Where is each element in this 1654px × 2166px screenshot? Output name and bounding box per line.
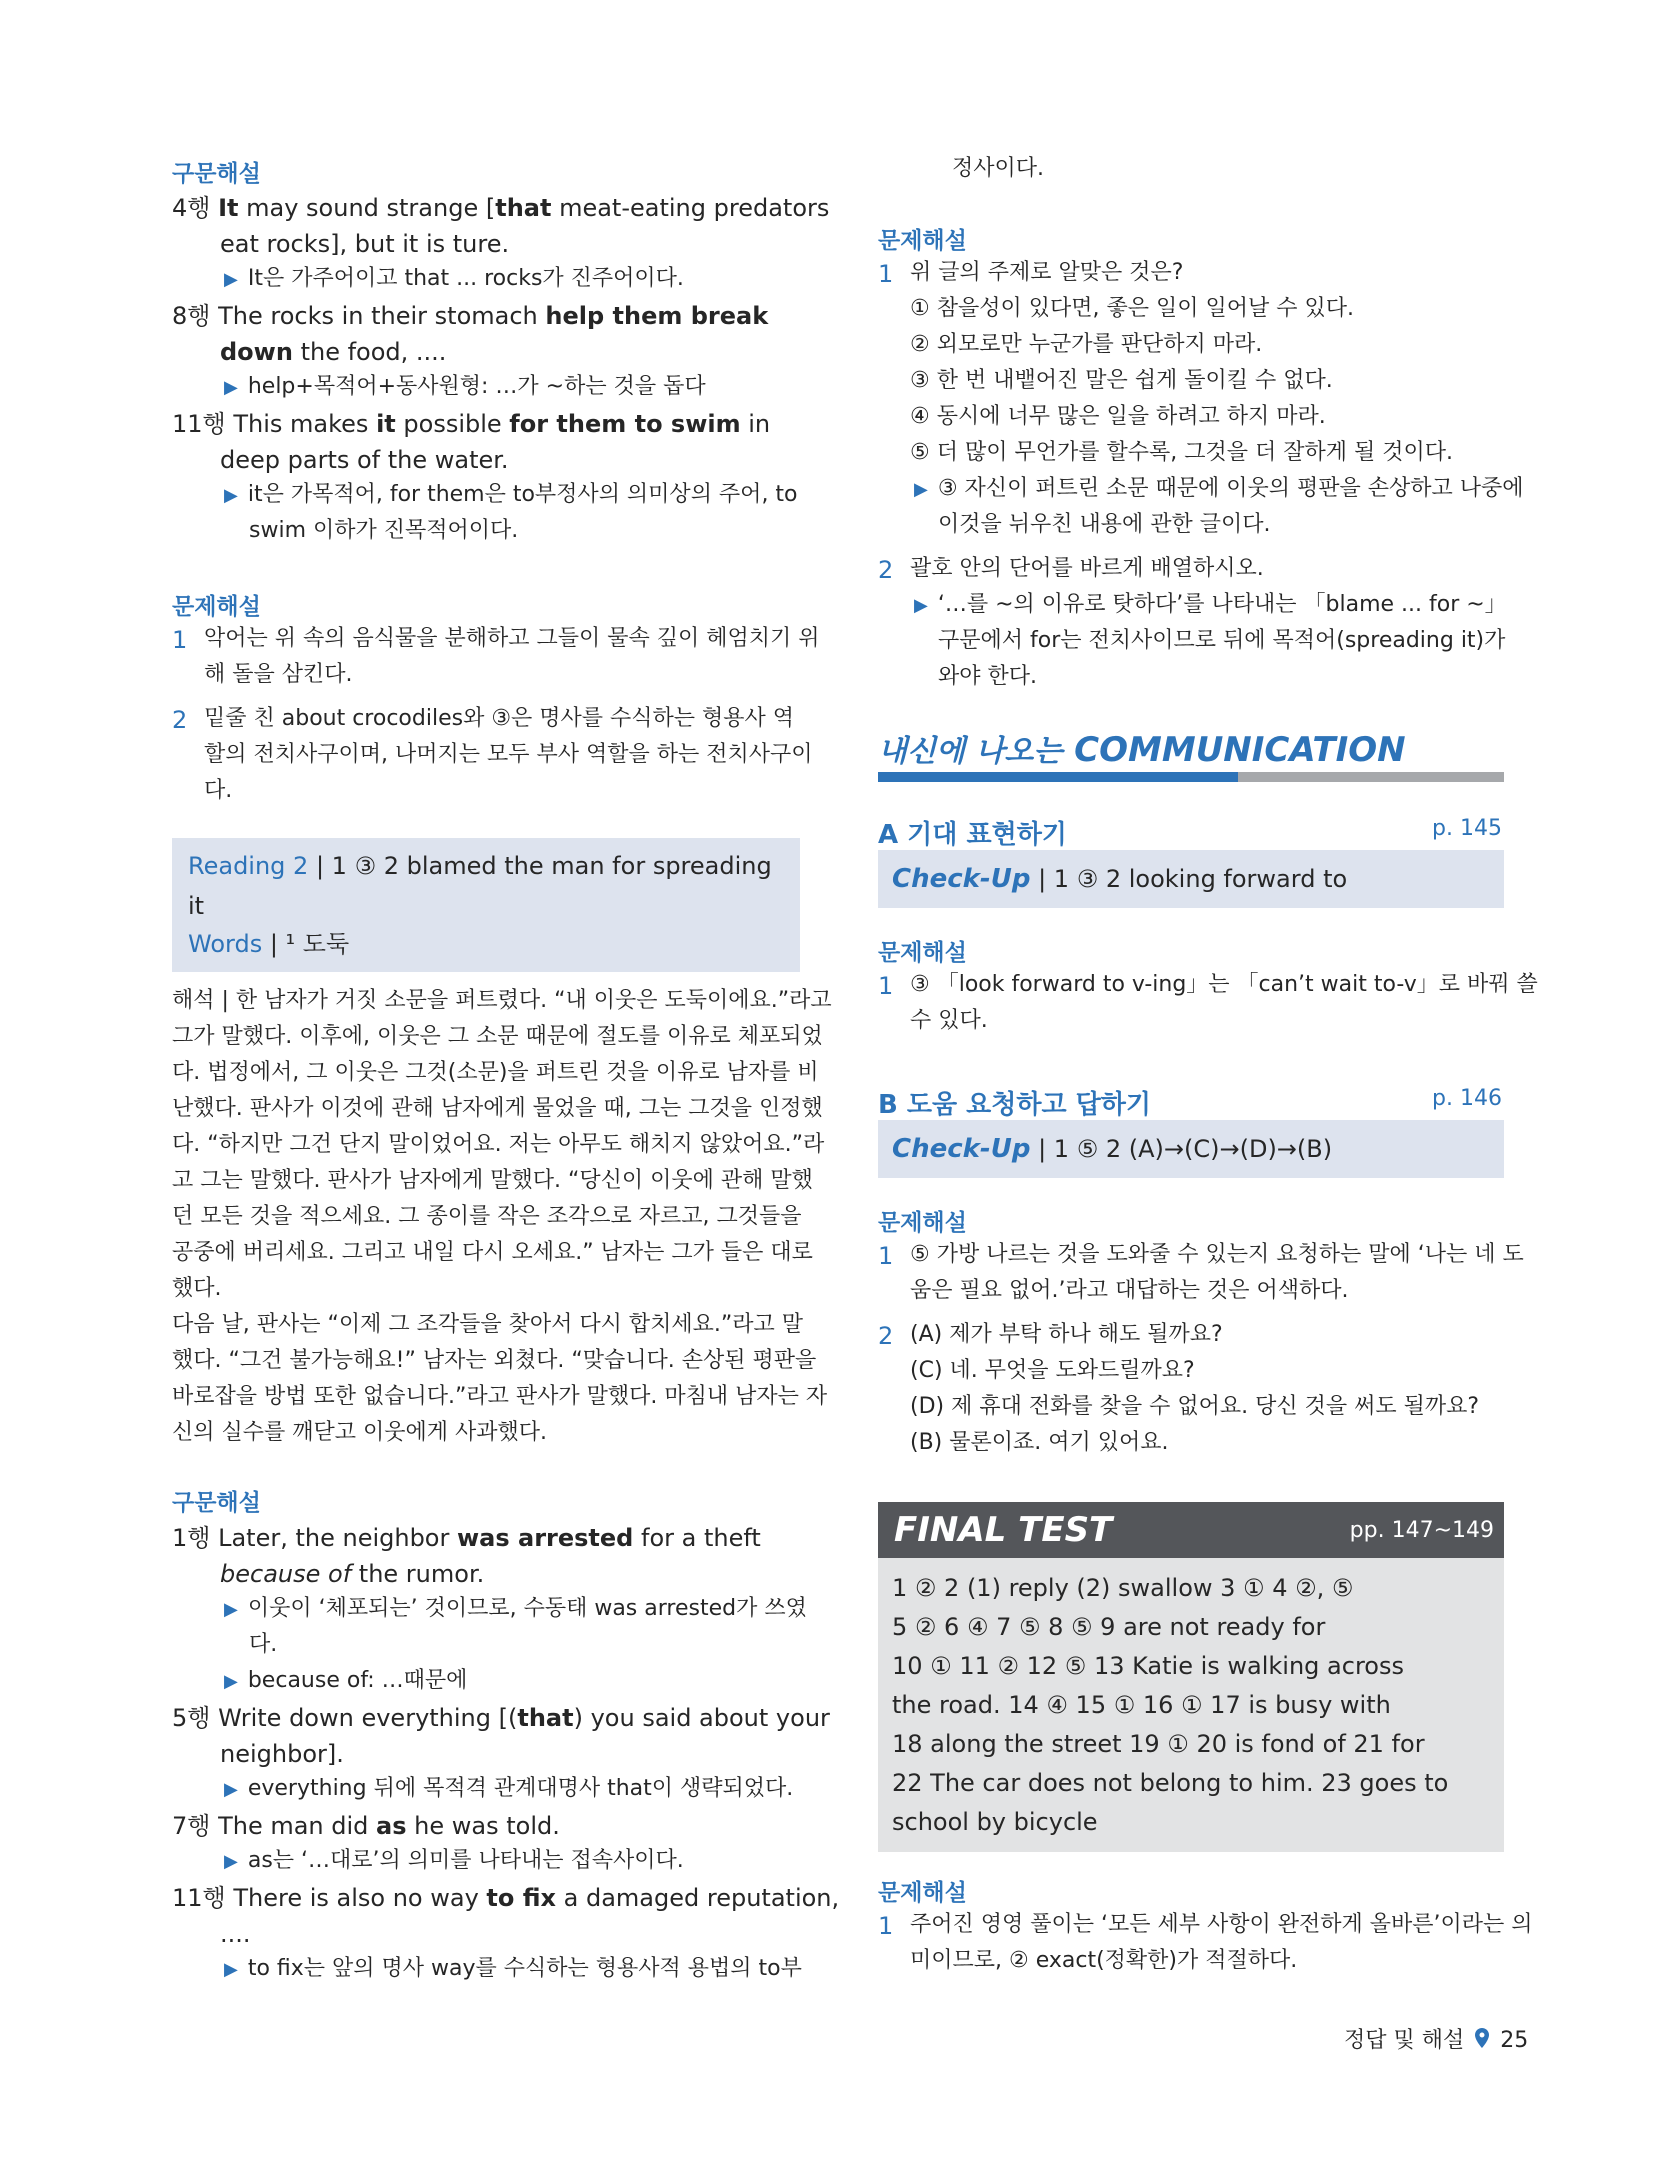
translation-line: 해석 | 한 남자가 거짓 소문을 퍼트렸다. “내 이웃은 도둑이에요.”라고 — [172, 988, 832, 1013]
section-b-page: p. 146 — [1432, 1086, 1502, 1111]
syntax-line: 7행 The man did as he was told. — [172, 1812, 560, 1840]
triangle-bullet-icon: ▶ — [914, 479, 928, 500]
translation-line: 그가 말했다. 이후에, 이웃은 그 소문 때문에 절도를 이유로 체포되었 — [172, 1024, 823, 1049]
dialogue-line: (B) 물론이죠. 여기 있어요. — [910, 1430, 1169, 1455]
final-answer-line: 1 ② 2 (1) reply (2) swallow 3 ① 4 ②, ⑤ — [892, 1574, 1354, 1602]
continuation-text: 정사이다. — [952, 156, 1045, 181]
translation-line: 했다. “그건 불가능해요!” 남자는 외쳤다. “맞습니다. 손상된 평판을 — [172, 1348, 817, 1373]
translation-line: 난했다. 판사가 이것에 관해 남자에게 물었을 때, 그는 그것을 인정했 — [172, 1096, 823, 1121]
syntax-heading-1: 구문해설 — [172, 161, 261, 187]
syntax-line: neighbor]. — [220, 1740, 344, 1768]
banner-underline-blue — [878, 772, 1238, 782]
reading-answer: Reading 2 | 1 ③ 2 blamed the man for spreading — [188, 852, 772, 880]
final-answer-line: 18 along the street 19 ① 20 is fond of 21 for — [892, 1730, 1425, 1758]
problem-line: ⑤ 가방 나르는 것을 도와줄 수 있는지 요청하는 말에 ‘나는 네 도 — [910, 1242, 1524, 1267]
words-answer: Words | ¹ 도둑 — [188, 930, 350, 958]
problem-line: 위 글의 주제로 알맞은 것은? — [910, 260, 1184, 285]
translation-line: 고 그는 말했다. 판사가 남자에게 말했다. “당신이 이웃에 관해 말했 — [172, 1168, 813, 1193]
problem-line: 밑줄 친 about crocodiles와 ③은 명사를 수식하는 형용사 역 — [204, 706, 795, 731]
problems-heading-a: 문제해설 — [878, 940, 967, 966]
translation-line: 다음 날, 판사는 “이제 그 조각들을 찾아서 다시 합치세요.”라고 말 — [172, 1312, 804, 1337]
dialogue-line: (C) 네. 무엇을 도와드릴까요? — [910, 1358, 1195, 1383]
problem-number: 1 — [878, 260, 894, 288]
final-answer-line: the road. 14 ④ 15 ① 16 ① 17 is busy with — [892, 1691, 1391, 1719]
problem-line: 다. — [204, 778, 233, 803]
syntax-line: because of the rumor. — [220, 1560, 485, 1588]
syntax-note: ▶ everything 뒤에 목적격 관계대명사 that이 생략되었다. — [224, 1776, 794, 1801]
problem-number: 1 — [878, 1242, 894, 1270]
problem-line: 움은 필요 없어.’라고 대답하는 것은 어색하다. — [910, 1278, 1349, 1303]
final-test-pages: pp. 147~149 — [1349, 1518, 1494, 1543]
problems-heading-final: 문제해설 — [878, 1880, 967, 1906]
problems-heading-2: 문제해설 — [878, 228, 967, 254]
page-footer — [1344, 2023, 1528, 2054]
problem-number: 2 — [878, 1322, 894, 1350]
syntax-line: 1행 Later, the neighbor was arrested for a theft — [172, 1524, 761, 1552]
triangle-bullet-icon: ▶ — [224, 1851, 238, 1872]
problem-number: 1 — [172, 626, 188, 654]
footer-label: 정답 및 해설 — [1344, 2028, 1465, 2053]
translation-line: 던 모든 것을 적으세요. 그 종이를 작은 조각으로 자르고, 그것들을 — [172, 1204, 802, 1229]
syntax-line: down the food, .... — [220, 338, 447, 366]
syntax-line: 11행 This makes it possible for them to swim in — [172, 410, 771, 438]
translation-line: 다. 법정에서, 그 이웃은 그것(소문)을 퍼트린 것을 이유로 남자를 비 — [172, 1060, 819, 1085]
problem-line: 악어는 위 속의 음식물을 분해하고 그들이 물속 깊이 헤엄치기 위 — [204, 626, 820, 651]
dialogue-line: (A) 제가 부탁 하나 해도 될까요? — [910, 1322, 1223, 1347]
translation-line: 신의 실수를 깨닫고 이웃에게 사과했다. — [172, 1420, 547, 1445]
dialogue-line: (D) 제 휴대 전화를 찾을 수 없어요. 당신 것을 써도 될까요? — [910, 1394, 1480, 1419]
final-answer-line: 22 The car does not belong to him. 23 goes to — [892, 1769, 1449, 1797]
triangle-bullet-icon: ▶ — [914, 595, 928, 616]
syntax-line: 8행 The rocks in their stomach help them break — [172, 302, 769, 330]
problem-line: 해 돌을 삼킨다. — [204, 662, 353, 687]
checkup-answer: Check-Up | 1 ⑤ 2 (A)→(C)→(D)→(B) — [892, 1134, 1333, 1164]
final-answer-line: 10 ① 11 ② 12 ⑤ 13 Katie is walking across — [892, 1652, 1404, 1680]
syntax-note: 다. — [249, 1632, 278, 1657]
choice-5: ⑤ 더 많이 무언가를 할수록, 그것을 더 잘하게 될 것이다. — [910, 440, 1453, 465]
section-a-page: p. 145 — [1432, 816, 1502, 841]
explanation-line: ▶ ③ 자신이 퍼트린 소문 때문에 이웃의 평판을 손상하고 나중에 — [914, 476, 1524, 501]
explanation-line: 구문에서 for는 전치사이므로 뒤에 목적어(spreading it)가 — [938, 628, 1506, 653]
banner-underline-gray — [1238, 772, 1504, 782]
final-test-header — [878, 1502, 1504, 1558]
syntax-note: ▶ help+목적어+동사원형: …가 ~하는 것을 돕다 — [224, 374, 706, 399]
problems-heading-b: 문제해설 — [878, 1210, 967, 1236]
triangle-bullet-icon: ▶ — [224, 269, 238, 290]
problem-line: 주어진 영영 풀이는 ‘모든 세부 사항이 완전하게 올바른’이라는 의 — [910, 1912, 1533, 1937]
syntax-note: swim 이하가 진목적어이다. — [249, 518, 519, 543]
syntax-line: 4행 It may sound strange [that meat-eating predators — [172, 194, 830, 222]
syntax-heading-2: 구문해설 — [172, 1490, 261, 1516]
triangle-bullet-icon: ▶ — [224, 1779, 238, 1800]
explanation-line: ▶ ‘…를 ~의 이유로 탓하다’를 나타내는 「blame ... for ~」 — [914, 592, 1507, 617]
final-test-title: FINAL TEST — [894, 1510, 1113, 1550]
syntax-note: ▶ It은 가주어이고 that ... rocks가 진주어이다. — [224, 266, 684, 291]
choice-1: ① 참을성이 있다면, 좋은 일이 일어날 수 있다. — [910, 296, 1354, 321]
choice-3: ③ 한 번 내뱉어진 말은 쉽게 돌이킬 수 없다. — [910, 368, 1333, 393]
triangle-bullet-icon: ▶ — [224, 377, 238, 398]
translation-line: 공중에 버리세요. 그리고 내일 다시 오세요.” 남자는 그가 들은 대로 — [172, 1240, 813, 1265]
syntax-line: .... — [220, 1920, 251, 1948]
triangle-bullet-icon: ▶ — [224, 1599, 238, 1620]
checkup-box-a — [878, 850, 1504, 908]
communication-banner-title: 내신에 나오는 COMMUNICATION — [878, 730, 1406, 770]
triangle-bullet-icon: ▶ — [224, 1671, 238, 1692]
problem-line: 괄호 안의 단어를 바르게 배열하시오. — [910, 556, 1264, 581]
syntax-note: ▶ because of: …때문에 — [224, 1668, 468, 1693]
syntax-note: ▶ 이웃이 ‘체포되는’ 것이므로, 수동태 was arrested가 쓰였 — [224, 1596, 807, 1621]
page-number: 25 — [1500, 2028, 1529, 2053]
section-b-title: B 도움 요청하고 답하기 — [878, 1090, 1152, 1120]
location-pin-icon — [1475, 2028, 1489, 2054]
checkup-answer: Check-Up | 1 ③ 2 looking forward to — [892, 864, 1348, 894]
answer-box — [172, 838, 800, 972]
choice-4: ④ 동시에 너무 많은 일을 하려고 하지 마라. — [910, 404, 1326, 429]
syntax-line: 11행 There is also no way to fix a damaged reputation, — [172, 1884, 840, 1912]
problem-number: 2 — [878, 556, 894, 584]
syntax-note: ▶ it은 가목적어, for them은 to부정사의 의미상의 주어, to — [224, 482, 798, 507]
problem-line: 수 있다. — [910, 1008, 988, 1033]
choice-2: ② 외모로만 누군가를 판단하지 마라. — [910, 332, 1263, 357]
final-test-answers — [878, 1558, 1504, 1852]
explanation-line: 와야 한다. — [938, 664, 1037, 689]
problem-line: ③ 「look forward to v-ing」는 「can’t wait to-v」로 바꿔 쓸 — [910, 972, 1538, 997]
problem-line: 할의 전치사구이며, 나머지는 모두 부사 역할을 하는 전치사구이 — [204, 742, 813, 767]
final-answer-line: 5 ② 6 ④ 7 ⑤ 8 ⑤ 9 are not ready for — [892, 1613, 1326, 1641]
translation-line: 바로잡을 방법 또한 없습니다.”라고 판사가 말했다. 마침내 남자는 자 — [172, 1384, 828, 1409]
problem-number: 1 — [878, 1912, 894, 1940]
translation-line: 다. “하지만 그건 단지 말이었어요. 저는 아무도 해치지 않았어요.”라 — [172, 1132, 825, 1157]
syntax-line: 5행 Write down everything [(that) you said about your — [172, 1704, 830, 1732]
translation-line: 했다. — [172, 1276, 222, 1301]
syntax-note: ▶ to fix는 앞의 명사 way를 수식하는 형용사적 용법의 to부 — [224, 1956, 802, 1981]
problem-number: 2 — [172, 706, 188, 734]
section-a-title: A 기대 표현하기 — [878, 820, 1067, 850]
problem-line: 미이므로, ② exact(정확한)가 적절하다. — [910, 1948, 1298, 1973]
triangle-bullet-icon: ▶ — [224, 1959, 238, 1980]
syntax-line: eat rocks], but it is ture. — [220, 230, 510, 258]
explanation-line: 이것을 뉘우친 내용에 관한 글이다. — [938, 512, 1271, 537]
checkup-box-b — [878, 1120, 1504, 1178]
problems-heading-1: 문제해설 — [172, 594, 261, 620]
syntax-note: ▶ as는 ‘…대로’의 의미를 나타내는 접속사이다. — [224, 1848, 684, 1873]
final-answer-line: school by bicycle — [892, 1808, 1098, 1836]
problem-number: 1 — [878, 972, 894, 1000]
syntax-line: deep parts of the water. — [220, 446, 509, 474]
triangle-bullet-icon: ▶ — [224, 485, 238, 506]
reading-answer-cont: it — [188, 892, 205, 920]
